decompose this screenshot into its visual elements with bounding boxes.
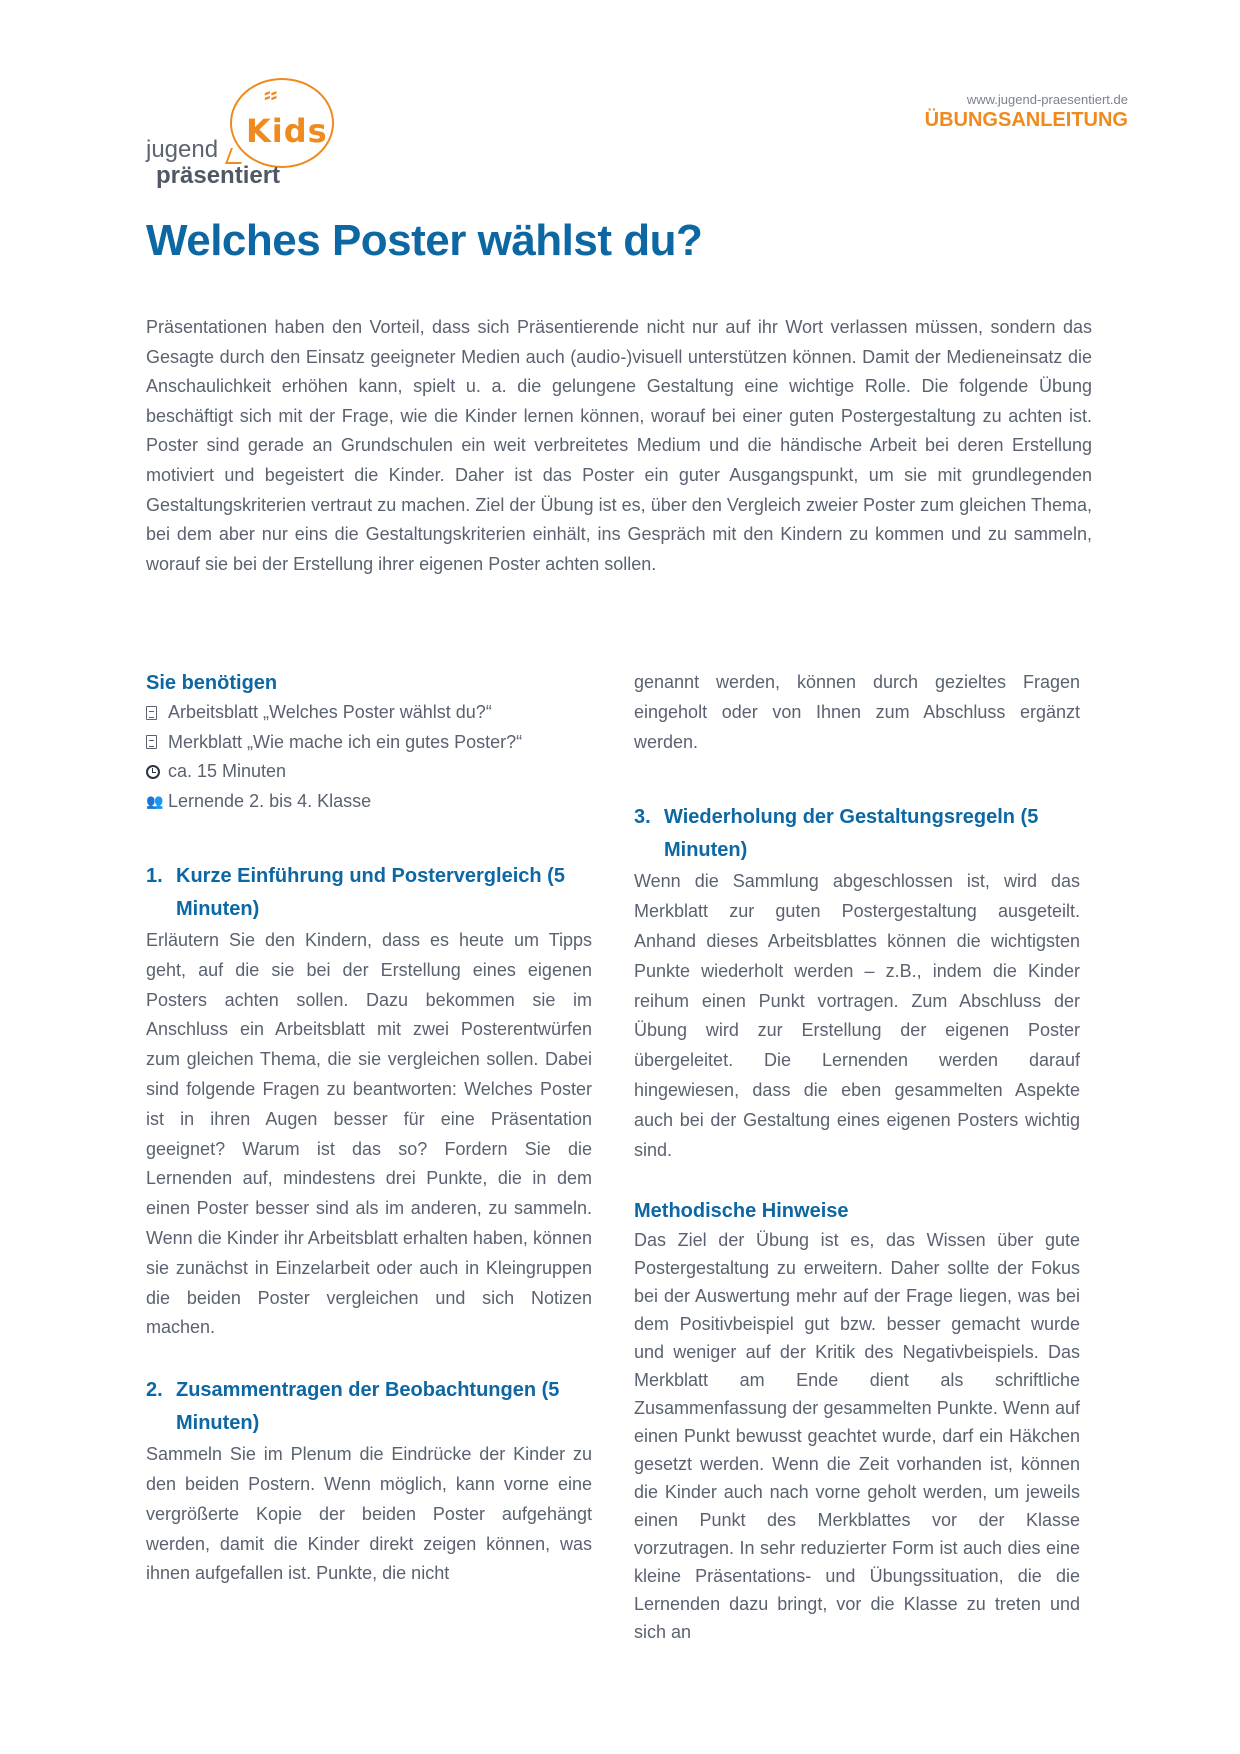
left-column — [146, 668, 592, 1589]
needs-item-label: Lernende 2. bis 4. Klasse — [168, 790, 372, 811]
header-meta — [925, 92, 1128, 132]
step-number: 1. — [146, 865, 163, 887]
step-2-body: Sammeln Sie im Plenum die Eindrücke der Kinder zu den beiden Postern. Wenn möglich, kann vorne eine vergrößerte Kopie der beiden Poster aufgehängt werden, damit die Kinder direkt zeigen können, was ihnen aufgefallen ist. Punkte, die nicht — [146, 1444, 592, 1584]
clock-icon — [146, 765, 160, 779]
group-icon: 👥 — [146, 792, 164, 809]
needs-heading: Sie benötigen — [146, 672, 278, 694]
needs-item-label: Merkblatt „Wie mache ich ein gutes Poster?“ — [168, 731, 523, 752]
step-2-heading — [146, 1374, 592, 1440]
document-type-label: ÜBUNGSANLEITUNG — [924, 109, 1128, 131]
list-item — [146, 698, 592, 728]
needs-item-label: Arbeitsblatt „Welches Poster wählst du?“ — [168, 702, 492, 722]
notes-body: Das Ziel der Übung ist es, das Wissen über gute Postergestaltung zu erweitern. Daher sollte der Fokus bei der Auswertung mehr auf der Frage liegen, was bei dem Positivbeispiel gut bzw. besser gemacht wurde und weniger auf der Kritik des Negativbeispiels. Das Merkblatt am Ende dient als schriftliche Zusammenfassung der gesammelten Punkte. Wenn auf einen Punkt bewusst geachtet wurde, darf ein Häkchen gesetzt werden. Wenn die Zeit vorhanden ist, können die Kinder auch nach vorne geholt werden, um jeweils einen Punkt des Merkblattes vor der Klasse vorzutragen. In sehr reduzierter Form ist auch dies eine kleine Präsentations- und Übungssituation, die die Lernenden dazu bringt, vor die Klasse zu treten und sich an — [634, 1230, 1080, 1643]
step-2-body-continued: genannt werden, können durch gezieltes Fragen eingeholt oder von Ihnen zum Abschluss ergänzt werden. — [634, 672, 1080, 752]
step-3-heading — [634, 801, 1080, 867]
list-item — [146, 787, 592, 817]
right-column — [634, 668, 1080, 1646]
step-number: 3. — [634, 806, 651, 829]
document-icon — [146, 735, 157, 749]
website-url[interactable]: www.jugend-praesentiert.de — [966, 92, 1128, 107]
list-item — [146, 757, 592, 787]
step-1-body: Erläutern Sie den Kindern, dass es heute um Tipps geht, auf die sie bei der Erstellung eines eigenen Posters achten sollen. Dazu bekommen sie im Anschluss ein Arbeitsblatt mit zwei Posterentwürfen zum gleichen Thema, die sie vergleichen sollen. Dabei sind folgende Fragen zu beantworten: Welches Poster ist in ihren Augen besser für eine Präsentation geeignet? Warum ist das so? Fordern Sie die Lernenden auf, mindestens drei Punkte, die in dem einen Poster besser sind als im anderen, zu sammeln. Wenn die Kinder ihr Arbeitsblatt erhalten haben, können sie zunächst in Einzelarbeit oder auch in Kleingruppen die beiden Poster vergleichen und sich Notizen machen. — [146, 930, 592, 1338]
needs-list — [146, 698, 592, 816]
step-title: Kurze Einführung und Postervergleich (5 Minuten) — [176, 865, 565, 920]
list-item — [146, 728, 592, 758]
logo-line1: jugend — [146, 136, 219, 163]
sparkle-marks-icon: ⸗⸗ — [264, 84, 278, 106]
step-title: Wiederholung der Gestaltungsregeln (5 Minuten) — [664, 806, 1039, 862]
step-1-heading — [146, 860, 592, 926]
notes-heading: Methodische Hinweise — [634, 1200, 849, 1223]
logo-kids-text: Kids — [246, 112, 328, 150]
step-title: Zusammentragen der Beobachtungen (5 Minuten) — [176, 1379, 560, 1435]
document-icon — [146, 706, 157, 720]
page-title: Welches Poster wählst du? — [146, 216, 703, 265]
step-number: 2. — [146, 1379, 163, 1402]
step-3-body: Wenn die Sammlung abgeschlossen ist, wird das Merkblatt zur guten Postergestaltung ausgeteilt. Anhand dieses Arbeitsblattes können die wichtigsten Punkte wiederholt werden – z.B., indem die Kinder reihum einen Punkt vortragen. Zum Abschluss der Übung wird zur Erstellung der eigenen Poster übergeleitet. Die Lernenden werden darauf hingewiesen, dass die eben gesammelten Aspekte auch bei der Gestaltung eines eigenen Posters wichtig sind. — [634, 871, 1080, 1160]
logo-line2: präsentiert — [156, 162, 281, 189]
needs-item-label: ca. 15 Minuten — [168, 761, 287, 781]
intro-paragraph: Präsentationen haben den Vorteil, dass sich Präsentierende nicht nur auf ihr Wort verlassen müssen, sondern das Gesagte durch den Einsatz geeigneter Medien auch (audio-)visuell unterstützen können. Damit der Medieneinsatz die Anschaulichkeit erhöhen kann, spielt u. a. die gelungene Gestaltung eine wichtige Rolle. Die folgende Übung beschäftigt sich mit der Frage, wie die Kinder lernen können, worauf bei einer guten Postergestaltung zu achten ist. Poster sind gerade an Grundschulen ein weit verbreitetes Medium und die händische Arbeit bei deren Erstellung motiviert und begeistert die Kinder. Daher ist das Poster ein guter Ausgangspunkt, um sie mit grundlegenden Gestaltungskriterien vertraut zu machen. Ziel der Übung ist es, über den Vergleich zweier Poster zum gleichen Thema, bei dem aber nur eins die Gestaltungskriterien einhält, ins Gespräch mit den Kindern zu kommen und zu sammeln, worauf sie bei der Erstellung ihrer eigenen Poster achten sollen. — [146, 317, 1092, 574]
jugend-praesentiert-kids-logo — [146, 70, 346, 195]
